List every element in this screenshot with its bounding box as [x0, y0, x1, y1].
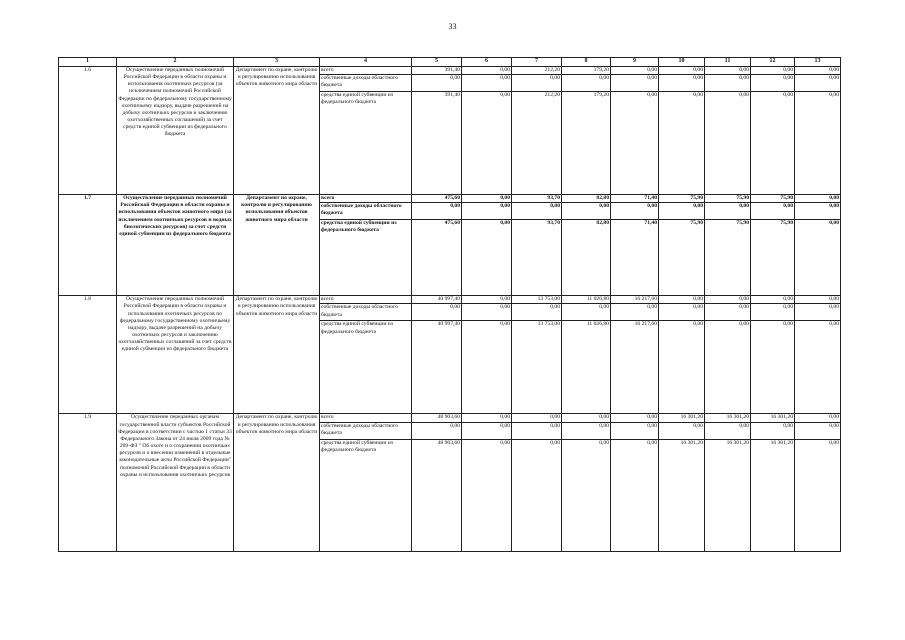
amount-cell: 475,60 [412, 220, 462, 296]
column-header: 8 [562, 58, 611, 67]
amount-cell: 0,00 [705, 321, 751, 414]
funding-source: средства единой субвенции из федерального бюджета [320, 321, 412, 414]
amount-cell: 475,60 [412, 195, 462, 203]
amount-cell: 0,00 [462, 296, 512, 304]
amount-cell: 0,00 [751, 67, 795, 75]
amount-cell: 0,00 [462, 414, 512, 422]
amount-cell: 0,00 [462, 67, 512, 75]
column-header: 13 [795, 58, 841, 67]
column-header: 7 [512, 58, 562, 67]
item-name: Осуществление переданных полномочий Российской Федерации в области охраны и использования охотничьих ресурсов по федеральному государственному охотничьему надзору, выдаче разрешений на добычу охотничьих ресурсов и заключению охотхозяйственных соглашений за счет средств единой субвенции из федерального бюджета [117, 296, 234, 414]
amount-cell: 212,20 [512, 92, 562, 195]
amount-cell: 0,00 [659, 304, 705, 321]
amount-cell: 0,00 [512, 75, 562, 92]
amount-cell: 0,00 [512, 304, 562, 321]
responsible-department: Департамент по охране, контролю и регулированию использования объектов животного мира области [234, 67, 320, 195]
amount-cell: 0,00 [659, 92, 705, 195]
amount-cell: 0,00 [795, 220, 841, 296]
amount-cell: 0,00 [462, 422, 512, 439]
amount-cell: 11 026,80 [562, 296, 611, 304]
amount-cell: 75,90 [705, 195, 751, 203]
amount-cell: 0,00 [562, 75, 611, 92]
amount-cell: 71,40 [611, 220, 659, 296]
amount-cell: 0,00 [751, 203, 795, 220]
item-name: Осуществление переданных полномочий Российской Федерации в области охраны и использования объектов животного мира (за исключением охотничьих ресурсов и водных биологических ресурсов) за счет средств единой субвенции из федерального бюджета [117, 195, 234, 296]
item-name: Осуществление переданных органам государственной власти субъектов Российской Федерации в соответствии с частью 1 статьи 33 Федерального Закона от 24 июля 2009 года № 209-ФЗ " Об охоте и о сохранении охотничьих ресурсов и о внесении изменений в отдельные законодательные акты Российской Федерации" полномочий Российской Федерации в области охраны и использования охотничьих ресурсов [117, 414, 234, 551]
amount-cell: 71,40 [611, 195, 659, 203]
column-header: 2 [117, 58, 234, 67]
amount-cell: 0,00 [659, 321, 705, 414]
funding-source: средства единой субвенции из федерального бюджета [320, 220, 412, 296]
amount-cell: 0,00 [705, 92, 751, 195]
amount-cell: 0,00 [562, 414, 611, 422]
amount-cell: 93,70 [512, 220, 562, 296]
amount-cell: 0,00 [751, 75, 795, 92]
budget-table [58, 57, 841, 552]
amount-cell: 0,00 [412, 203, 462, 220]
amount-cell: 0,00 [795, 422, 841, 439]
amount-cell: 40 997,40 [412, 321, 462, 414]
column-header: 6 [462, 58, 512, 67]
amount-cell: 0,00 [659, 75, 705, 92]
funding-source: средства единой субвенции из федерального бюджета [320, 439, 412, 551]
amount-cell: 48 903,60 [412, 439, 462, 551]
amount-cell: 16 301,20 [751, 414, 795, 422]
amount-cell: 0,00 [462, 195, 512, 203]
amount-cell: 0,00 [462, 220, 512, 296]
amount-cell: 0,00 [611, 92, 659, 195]
amount-cell: 75,90 [705, 220, 751, 296]
funding-source: всего [320, 67, 412, 75]
column-header: 12 [751, 58, 795, 67]
amount-cell: 0,00 [795, 92, 841, 195]
funding-source: собственные доходы областного бюджета [320, 304, 412, 321]
column-header: 10 [659, 58, 705, 67]
amount-cell: 0,00 [705, 422, 751, 439]
amount-cell: 0,00 [705, 203, 751, 220]
column-header: 1 [59, 58, 117, 67]
header-row [59, 58, 841, 67]
amount-cell: 75,90 [751, 220, 795, 296]
amount-cell: 0,00 [659, 203, 705, 220]
column-header: 5 [412, 58, 462, 67]
funding-source: средства единой субвенции из федерального бюджета [320, 92, 412, 195]
amount-cell: 0,00 [462, 203, 512, 220]
column-header: 11 [705, 58, 751, 67]
amount-cell: 16 301,20 [705, 414, 751, 422]
amount-cell: 0,00 [795, 195, 841, 203]
item-number: 1.6 [59, 67, 117, 195]
amount-cell: 0,00 [751, 304, 795, 321]
responsible-department: Департамент по охране, контролю и регулированию использования объектов животного мира области [234, 195, 320, 296]
page-number: 33 [448, 22, 457, 31]
funding-source: всего [320, 195, 412, 203]
amount-cell: 13 753,00 [512, 296, 562, 304]
amount-cell: 0,00 [462, 439, 512, 551]
amount-cell: 40 997,40 [412, 296, 462, 304]
amount-cell: 0,00 [659, 422, 705, 439]
amount-cell: 16 301,20 [751, 439, 795, 551]
amount-cell: 0,00 [795, 439, 841, 551]
amount-cell: 0,00 [795, 304, 841, 321]
amount-cell: 93,70 [512, 195, 562, 203]
amount-cell: 0,00 [512, 439, 562, 551]
amount-cell: 0,00 [751, 92, 795, 195]
amount-cell: 0,00 [562, 203, 611, 220]
amount-cell: 0,00 [462, 92, 512, 195]
amount-cell: 11 026,80 [562, 321, 611, 414]
amount-cell: 16 301,20 [659, 439, 705, 551]
amount-cell: 0,00 [512, 414, 562, 422]
amount-cell: 0,00 [611, 414, 659, 422]
responsible-department: Департамент по охране, контролю и регулированию использования объектов животного мира области [234, 414, 320, 551]
amount-cell: 16 301,20 [659, 414, 705, 422]
item-name: Осуществление переданных полномочий Российской Федерации в области охраны и использования охотничьих ресурсов (за исключением полномочий Российской Федерации по федеральному государственному охотничьему надзору, выдаче разрешений на добычу охотничьих ресурсов и заключению охотхозяйственных соглашений) за счет средств единой субвенции из федерального бюджета [117, 67, 234, 195]
amount-cell: 0,00 [659, 296, 705, 304]
amount-cell: 0,00 [795, 296, 841, 304]
amount-cell: 48 903,60 [412, 414, 462, 422]
amount-cell: 0,00 [562, 422, 611, 439]
amount-cell: 0,00 [462, 321, 512, 414]
amount-cell: 0,00 [611, 203, 659, 220]
amount-cell: 0,00 [512, 422, 562, 439]
table-row [59, 296, 841, 304]
item-number: 1.7 [59, 195, 117, 296]
amount-cell: 0,00 [795, 321, 841, 414]
amount-cell: 75,90 [659, 195, 705, 203]
amount-cell: 0,00 [795, 203, 841, 220]
amount-cell: 391,40 [412, 92, 462, 195]
amount-cell: 0,00 [611, 422, 659, 439]
amount-cell: 0,00 [751, 321, 795, 414]
amount-cell: 16 301,20 [705, 439, 751, 551]
amount-cell: 0,00 [611, 75, 659, 92]
amount-cell: 0,00 [751, 296, 795, 304]
funding-source: собственные доходы областного бюджета [320, 203, 412, 220]
column-header: 9 [611, 58, 659, 67]
amount-cell: 0,00 [512, 203, 562, 220]
amount-cell: 75,90 [659, 220, 705, 296]
amount-cell: 0,00 [412, 422, 462, 439]
amount-cell: 0,00 [611, 439, 659, 551]
amount-cell: 0,00 [562, 304, 611, 321]
item-number: 1.9 [59, 414, 117, 551]
amount-cell: 16 217,60 [611, 321, 659, 414]
amount-cell: 0,00 [751, 422, 795, 439]
column-header: 4 [320, 58, 412, 67]
amount-cell: 0,00 [795, 414, 841, 422]
funding-source: собственные доходы областного бюджета [320, 422, 412, 439]
table-row [59, 414, 841, 422]
amount-cell: 0,00 [412, 75, 462, 92]
amount-cell: 0,00 [659, 67, 705, 75]
funding-source: всего [320, 296, 412, 304]
amount-cell: 179,20 [562, 67, 611, 75]
table-row [59, 195, 841, 203]
amount-cell: 75,90 [751, 195, 795, 203]
amount-cell: 179,20 [562, 92, 611, 195]
amount-cell: 391,40 [412, 67, 462, 75]
amount-cell: 212,20 [512, 67, 562, 75]
amount-cell: 0,00 [795, 67, 841, 75]
amount-cell: 0,00 [795, 75, 841, 92]
amount-cell: 0,00 [705, 67, 751, 75]
funding-source: собственные доходы областного бюджета [320, 75, 412, 92]
amount-cell: 0,00 [705, 296, 751, 304]
amount-cell: 82,80 [562, 220, 611, 296]
amount-cell: 0,00 [462, 75, 512, 92]
amount-cell: 0,00 [611, 67, 659, 75]
amount-cell: 0,00 [462, 304, 512, 321]
amount-cell: 0,00 [705, 75, 751, 92]
amount-cell: 13 753,00 [512, 321, 562, 414]
amount-cell: 0,00 [705, 304, 751, 321]
responsible-department: Департамент по охране, контролю и регулированию использования объектов животного мира области [234, 296, 320, 414]
item-number: 1.8 [59, 296, 117, 414]
amount-cell: 0,00 [611, 304, 659, 321]
amount-cell: 0,00 [562, 439, 611, 551]
funding-source: всего [320, 414, 412, 422]
table-row [59, 67, 841, 75]
amount-cell: 0,00 [412, 304, 462, 321]
amount-cell: 82,80 [562, 195, 611, 203]
column-header: 3 [234, 58, 320, 67]
amount-cell: 16 217,60 [611, 296, 659, 304]
